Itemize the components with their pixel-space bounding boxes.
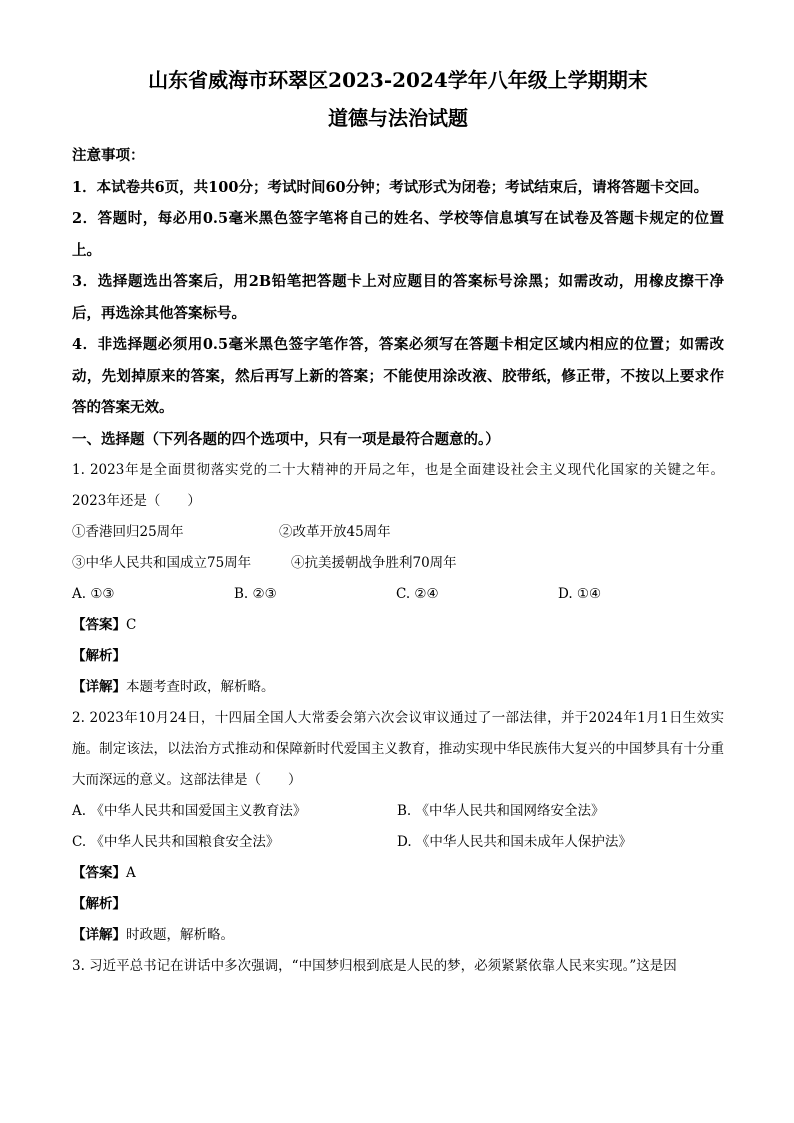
answer-label: 【答案】 (72, 616, 126, 633)
option-a: A. 《中华人民共和国爱国主义教育法》 (72, 802, 307, 819)
section-heading-choice: 一、选择题（下列各题的四个选项中，只有一项是最符合题意的。） (72, 430, 500, 448)
detail-text: 时政题，解析略。 (126, 926, 234, 943)
analysis-line (72, 889, 724, 920)
notice-item-1: 1．本试卷共6页，共100分；考试时间60分钟；考试形式为闭卷；考试结束后，请将答题卡交回。 (72, 178, 709, 196)
answer-line (72, 610, 724, 641)
statement: ②改革开放45周年 (279, 523, 391, 540)
statement: ①香港回归25周年 (72, 523, 184, 540)
notice-item-3: 3．选择题选出答案后，用2B铅笔把答题卡上对应题目的答案标号涂黑；如需改动，用橡皮擦干净后，再选涂其他答案标号。 (72, 273, 724, 322)
answer-line (72, 858, 724, 889)
notice-item-4: 4．非选择题必须用0.5毫米黑色签字笔作答，答案必须写在答题卡相定区域内相应的位置；如需改动，先划掉原来的答案，然后再写上新的答案；不能使用涂改液、胶带纸，修正带，不按以上要求作答的答案无效。 (72, 336, 724, 416)
analysis-line (72, 641, 724, 672)
question-stem: 1. 2023年是全面贯彻落实党的二十大精神的开局之年，也是全面建设社会主义现代化国家的关键之年。2023年还是（ ） (72, 461, 724, 509)
detail-line (72, 672, 724, 703)
question-3 (72, 951, 724, 982)
option-b: B. ②③ (234, 585, 277, 602)
exam-subject-title: 道德与法治试题 (328, 106, 468, 130)
option-d: D. 《中华人民共和国未成年人保护法》 (397, 833, 632, 850)
question-stem: 3. 习近平总书记在讲话中多次强调，“中国梦归根到底是人民的梦，必须紧紧依靠人民来实现。”这是因 (72, 957, 677, 974)
detail-line (72, 920, 724, 951)
option-a: A. ①③ (72, 585, 115, 602)
notice-item-2: 2．答题时，每必用0.5毫米黑色签字笔将自己的姓名、学校等信息填写在试卷及答题卡规定的位置上。 (72, 210, 724, 259)
answer-value: C (126, 616, 137, 633)
exam-page (72, 66, 724, 982)
question-stem: 2. 2023年10月24日，十四届全国人大常委会第六次会议审议通过了一部法律，并于2024年1月1日生效实施。制定该法，以法治方式推动和保障新时代爱国主义教育，推动实现中华民族伟大复兴的中国梦具有十分重大而深远的意义。这部法律是（ ） (72, 709, 724, 788)
option-c: C. ②④ (396, 585, 439, 602)
detail-label: 【详解】 (72, 678, 126, 695)
option-b: B. 《中华人民共和国网络安全法》 (397, 802, 605, 819)
statement-row (72, 548, 724, 579)
question-2 (72, 703, 724, 951)
answer-label: 【答案】 (72, 864, 126, 881)
exam-title: 山东省威海市环翠区2023-2024学年八年级上学期期末 (148, 68, 648, 92)
option-c: C. 《中华人民共和国粮食安全法》 (72, 833, 280, 850)
notice-heading: 注意事项： (72, 147, 145, 164)
statement: ④抗美援朝战争胜利70周年 (291, 554, 457, 571)
detail-label: 【详解】 (72, 926, 126, 943)
notice-section (72, 140, 724, 424)
answer-value: A (126, 864, 136, 881)
question-1 (72, 455, 724, 703)
statement-row (72, 517, 724, 548)
options-row (72, 579, 724, 610)
analysis-label: 【解析】 (72, 895, 126, 912)
option-d: D. ①④ (558, 585, 602, 602)
options-row (72, 796, 724, 827)
options-row (72, 827, 724, 858)
analysis-label: 【解析】 (72, 647, 126, 664)
detail-text: 本题考查时政，解析略。 (126, 678, 275, 695)
statement: ③中华人民共和国成立75周年 (72, 554, 252, 571)
